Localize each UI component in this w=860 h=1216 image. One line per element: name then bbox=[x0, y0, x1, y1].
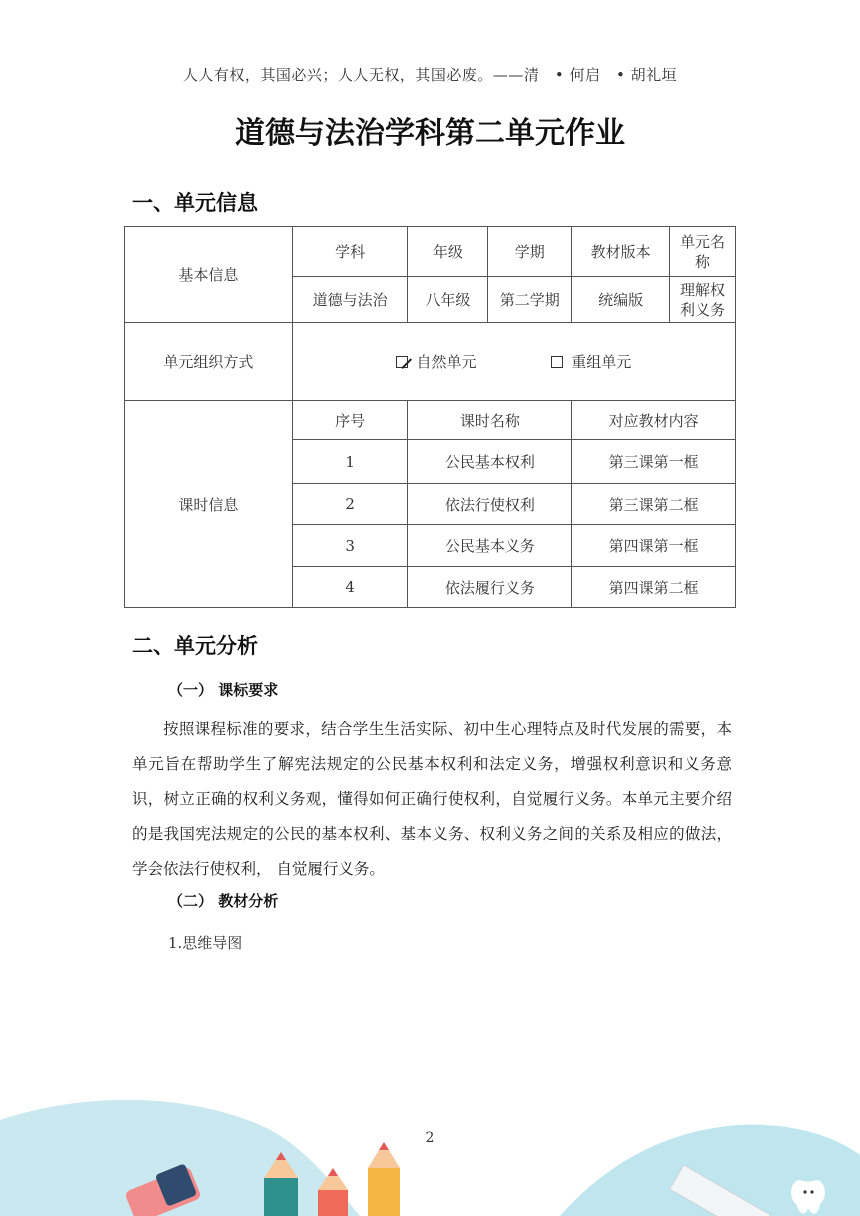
header-edition: 教材版本 bbox=[572, 227, 670, 277]
document-title: 道德与法治学科第二单元作业 bbox=[235, 116, 625, 151]
pencil-icon bbox=[368, 1142, 400, 1216]
subheading-textbook-analysis: （二） 教材分析 bbox=[168, 892, 279, 910]
lesson-info-label: 课时信息 bbox=[125, 401, 293, 608]
basic-info-label: 基本信息 bbox=[125, 227, 293, 323]
option-natural-unit[interactable] bbox=[396, 351, 476, 372]
lesson-name: 公民基本义务 bbox=[408, 525, 572, 567]
option-natural-unit-label: 自然单元 bbox=[416, 353, 477, 371]
lesson-content: 第四课第一框 bbox=[572, 525, 736, 567]
value-term: 第二学期 bbox=[488, 277, 572, 323]
option-regrouped-unit[interactable] bbox=[551, 351, 631, 372]
lesson-content: 第三课第二框 bbox=[572, 484, 736, 525]
lesson-name: 依法履行义务 bbox=[408, 567, 572, 608]
section-heading-unit-analysis: 二、单元分析 bbox=[132, 634, 258, 658]
empty-checkbox-icon[interactable] bbox=[551, 356, 563, 368]
mind-map-item: 1.思维导图 bbox=[168, 934, 243, 952]
option-regrouped-unit-label: 重组单元 bbox=[571, 353, 632, 371]
section-heading-unit-info: 一、单元信息 bbox=[132, 191, 258, 215]
header-subject: 学科 bbox=[292, 227, 408, 277]
value-grade: 八年级 bbox=[408, 277, 488, 323]
value-edition: 统编版 bbox=[572, 277, 670, 323]
lesson-name: 依法行使权利 bbox=[408, 484, 572, 525]
value-unit-name: 理解权利义务 bbox=[670, 277, 736, 323]
decorative-footer-illustration bbox=[0, 1080, 860, 1216]
lesson-content: 第四课第二框 bbox=[572, 567, 736, 608]
subheading-curriculum: （一） 课标要求 bbox=[168, 681, 279, 699]
lesson-header-name: 课时名称 bbox=[408, 401, 572, 440]
org-label: 单元组织方式 bbox=[125, 323, 293, 401]
header-quote: 人人有权，其国必兴；人人无权，其国必废。——清 • 何启 • 胡礼垣 bbox=[182, 66, 678, 84]
header-term: 学期 bbox=[488, 227, 572, 277]
lesson-no: 2 bbox=[292, 484, 408, 525]
lesson-no: 1 bbox=[292, 440, 408, 484]
lesson-name: 公民基本权利 bbox=[408, 440, 572, 484]
header-unit-name: 单元名称 bbox=[670, 227, 736, 277]
checked-checkbox-icon[interactable] bbox=[396, 356, 408, 368]
lesson-no: 4 bbox=[292, 567, 408, 608]
lesson-content: 第三课第一框 bbox=[572, 440, 736, 484]
header-grade: 年级 bbox=[408, 227, 488, 277]
unit-info-table bbox=[124, 226, 736, 608]
lesson-header-no: 序号 bbox=[292, 401, 408, 440]
value-subject: 道德与法治 bbox=[292, 277, 408, 323]
lesson-header-content: 对应教材内容 bbox=[572, 401, 736, 440]
curriculum-paragraph: 按照课程标准的要求，结合学生生活实际、初中生心理特点及时代发展的需要，本单元旨在帮助学生了解宪法规定的公民基本权利和法定义务，增强权利意识和义务意识，树立正确的权利义务观，懂得如何正确行使权利，自觉履行义务。本单元主要介绍的是我国宪法规定的公民的基本权利、基本义务、权利义务之间的关系及相应的做法，学会依法行使权利， 自觉履行义务。 bbox=[132, 720, 732, 878]
org-options bbox=[292, 323, 735, 401]
page-number: 2 bbox=[425, 1130, 435, 1146]
lesson-no: 3 bbox=[292, 525, 408, 567]
